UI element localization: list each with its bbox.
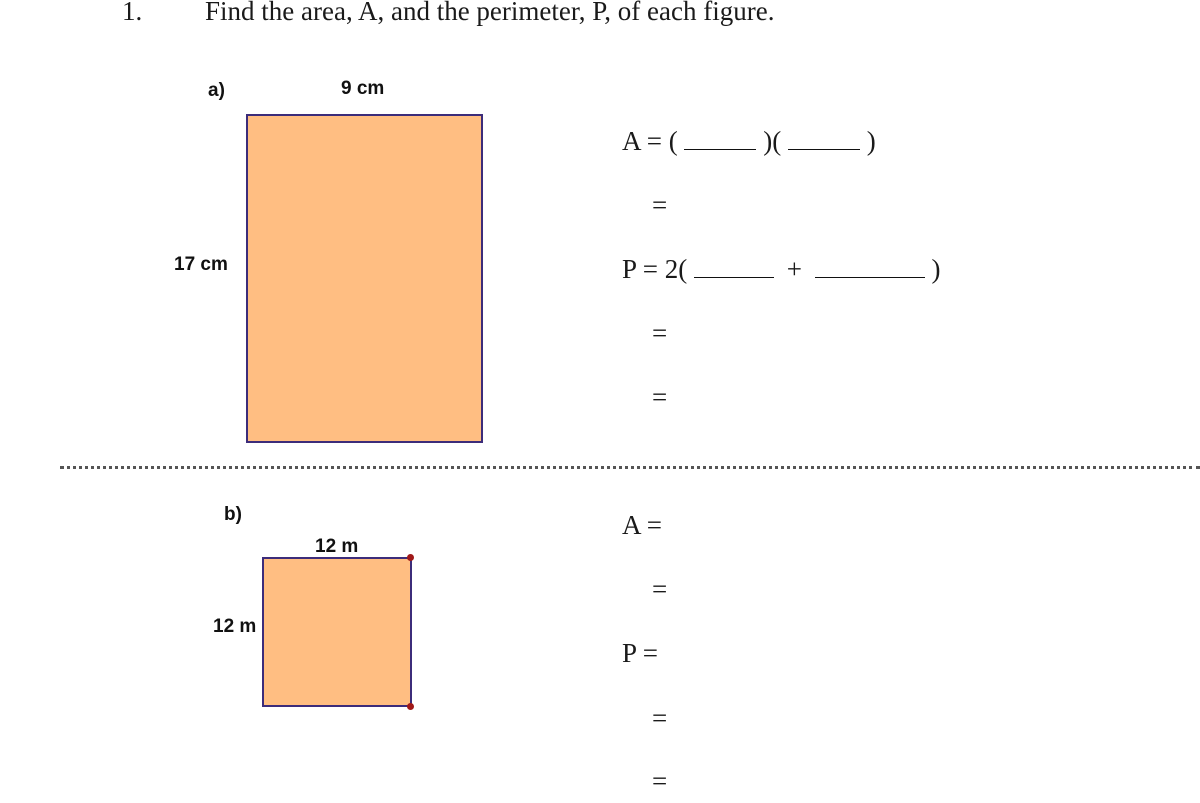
part-a-perimeter-formula <box>622 254 940 285</box>
area-width-blank[interactable] <box>788 129 860 150</box>
perimeter-width-blank[interactable] <box>815 257 925 278</box>
perimeter-length-blank[interactable] <box>694 257 774 278</box>
perimeter-prefix: P = 2( <box>622 254 688 284</box>
part-b-height-label: 12 m <box>213 616 257 637</box>
section-divider <box>60 466 1200 469</box>
perimeter-suffix: ) <box>931 254 941 284</box>
question-number: 1. <box>122 0 143 26</box>
part-b-area-result: = <box>652 574 668 604</box>
part-a-label: a) <box>208 80 225 101</box>
vertex-bottom-right <box>407 703 414 710</box>
part-a-width-label: 9 cm <box>341 78 385 99</box>
part-a-height-label: 17 cm <box>174 254 228 275</box>
part-b-square <box>262 557 412 707</box>
part-a-area-formula <box>622 126 876 157</box>
area-length-blank[interactable] <box>684 129 756 150</box>
part-b-width-label: 12 m <box>315 536 359 557</box>
perimeter-plus: + <box>786 254 802 284</box>
part-b-perimeter-line: P = <box>622 638 658 668</box>
part-a-area-result: = <box>652 190 668 220</box>
part-b-perimeter-result: = <box>652 766 668 796</box>
part-b-perimeter-step: = <box>652 703 668 733</box>
part-b-label: b) <box>224 504 242 525</box>
question-text: Find the area, A, and the perimeter, P, of each figure. <box>205 0 775 26</box>
part-a-perimeter-step: = <box>652 318 668 348</box>
vertex-top-right <box>407 554 414 561</box>
area-suffix: ) <box>866 126 876 156</box>
area-prefix: A = ( <box>622 126 678 156</box>
area-middle: )( <box>763 126 782 156</box>
part-a-perimeter-result: = <box>652 382 668 412</box>
part-b-area-line: A = <box>622 510 662 540</box>
part-a-rectangle <box>246 114 483 443</box>
